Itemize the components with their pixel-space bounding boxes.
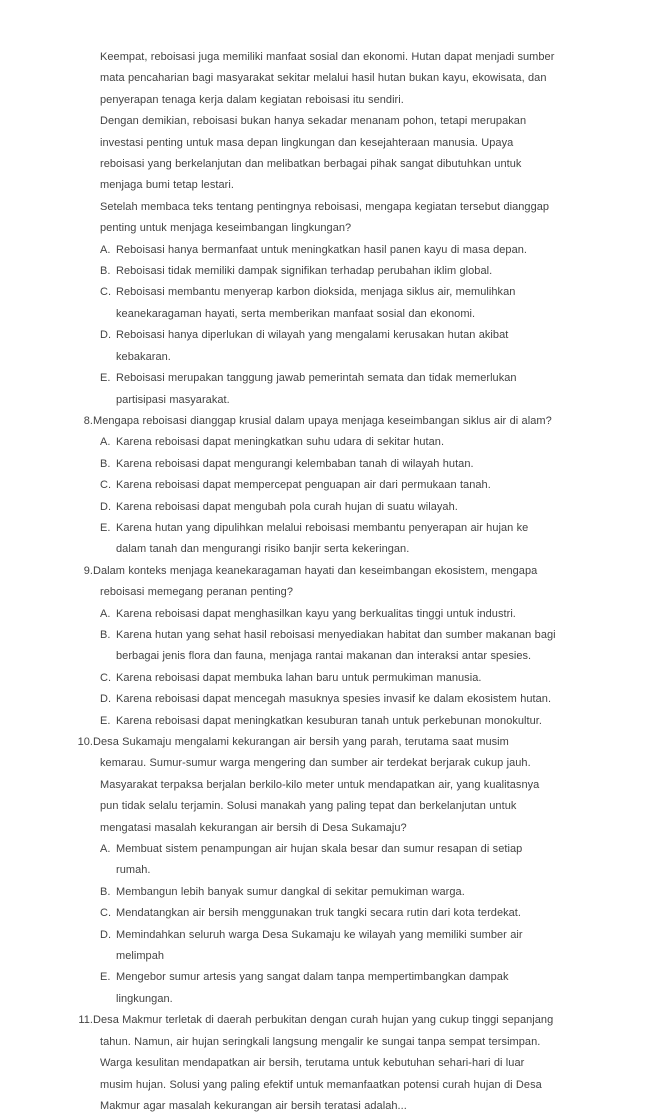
option-text: Mendatangkan air bersih menggunakan truk tangki secara rutin dari kota terdekat. bbox=[116, 907, 522, 920]
option-text: Reboisasi merupakan tanggung jawab pemerintah semata dan tidak memerlukan partisipasi masyarakat. bbox=[116, 372, 517, 406]
question-text: Desa Makmur terletak di daerah perbukitan dengan curah hujan yang cukup tinggi sepanjang tahun. Namun, air hujan seringkali langsung mengalir ke sungai tanpa sempat tersimpan. Warga kesulitan mendapatkan air bersih, terutama untuk kebutuhan sehari-hari di luar musim hujan. Solusi yang paling efektif untuk memanfaatkan potensi curah hujan di Desa Makmur agar masalah kekurangan air bersih teratasi adalah... bbox=[93, 1014, 554, 1112]
option-text: Karena reboisasi dapat menghasilkan kayu yang berkualitas tinggi untuk industri. bbox=[116, 607, 516, 620]
body-paragraph: Dengan demikian, reboisasi bukan hanya sekadar menanam pohon, tetapi merupakan investasi penting untuk masa depan lingkungan dan kesejahteraan manusia. Upaya reboisasi yang berkelanjutan dan melibatkan berbagai pihak sangat dibutuhkan untuk menjaga bumi tetap lestari. bbox=[100, 115, 527, 192]
answer-option[interactable] bbox=[100, 925, 557, 968]
option-text: Membangun lebih banyak sumur dangkal di sekitar pemukiman warga. bbox=[116, 885, 465, 898]
option-letter: C. bbox=[100, 907, 112, 920]
answer-option[interactable] bbox=[100, 368, 557, 411]
answer-option[interactable] bbox=[100, 497, 557, 518]
option-letter: C. bbox=[100, 671, 112, 684]
option-text: Reboisasi hanya diperlukan di wilayah yang mengalami kerusakan hutan akibat kebakaran. bbox=[116, 329, 509, 363]
option-letter: D. bbox=[100, 693, 112, 706]
answer-option[interactable] bbox=[100, 967, 557, 1010]
option-letter: E. bbox=[100, 971, 111, 984]
question-number: 8. bbox=[83, 414, 93, 427]
option-text: Reboisasi membantu menyerap karbon dioksida, menjaga siklus air, memulihkan keanekaragaman hayati, serta memberikan manfaat sosial dan ekonomi. bbox=[116, 286, 516, 320]
question-text: Desa Sukamaju mengalami kekurangan air bersih yang parah, terutama saat musim kemarau. Sumur-sumur warga mengering dan sumber air terdekat berjarak cukup jauh. Masyarakat terpaksa berjalan berkilo-kilo meter untuk mendapatkan air, yang kualitasnya pun tidak selalu terjamin. Solusi manakah yang paling tepat dan berkelanjutan untuk mengatasi masalah kekurangan air bersih di Desa Sukamaju? bbox=[93, 736, 540, 834]
option-text: Reboisasi tidak memiliki dampak signifikan terhadap perubahan iklim global. bbox=[116, 265, 493, 278]
answer-option[interactable] bbox=[100, 689, 557, 710]
answer-option[interactable] bbox=[100, 903, 557, 924]
option-text: Karena reboisasi dapat meningkatkan suhu udara di sekitar hutan. bbox=[116, 436, 445, 449]
option-letter: E. bbox=[100, 714, 111, 727]
body-paragraph: Setelah membaca teks tentang pentingnya reboisasi, mengapa kegiatan tersebut dianggap penting untuk menjaga keseimbangan lingkungan? bbox=[100, 200, 550, 235]
answer-option[interactable] bbox=[100, 454, 557, 475]
question-item bbox=[78, 1010, 557, 1117]
answer-option[interactable] bbox=[100, 282, 557, 325]
option-letter: B. bbox=[100, 628, 111, 641]
option-letter: B. bbox=[100, 885, 111, 898]
answer-option[interactable] bbox=[100, 261, 557, 282]
question-number: 9. bbox=[83, 564, 93, 577]
answer-option[interactable] bbox=[100, 668, 557, 689]
question-number: 11. bbox=[78, 1014, 93, 1027]
option-text: Karena hutan yang dipulihkan melalui reboisasi membantu penyerapan air hujan ke dalam tanah dan mengurangi risiko banjir serta kekeringan. bbox=[116, 521, 529, 556]
question-text: Mengapa reboisasi dianggap krusial dalam upaya menjaga keseimbangan siklus air di alam? bbox=[93, 414, 552, 427]
option-text: Karena hutan yang sehat hasil reboisasi menyediakan habitat dan sumber makanan bagi berbagai jenis flora dan fauna, menjaga rantai makanan dan interaksi antar spesies. bbox=[116, 628, 556, 663]
option-text: Karena reboisasi dapat mencegah masuknya spesies invasif ke dalam ekosistem hutan. bbox=[116, 693, 552, 706]
option-letter: E. bbox=[100, 521, 111, 534]
answer-option[interactable] bbox=[100, 839, 557, 882]
answer-option[interactable] bbox=[100, 240, 557, 261]
option-letter: C. bbox=[100, 286, 112, 299]
option-letter: A. bbox=[100, 436, 111, 449]
option-letter: D. bbox=[100, 329, 112, 342]
question-item bbox=[83, 411, 557, 432]
option-letter: A. bbox=[100, 607, 111, 620]
option-text: Karena reboisasi dapat mengubah pola curah hujan di suatu wilayah. bbox=[116, 500, 458, 513]
option-text: Karena reboisasi dapat mengurangi kelembaban tanah di wilayah hutan. bbox=[116, 457, 474, 470]
option-letter: E. bbox=[100, 372, 111, 385]
option-letter: D. bbox=[100, 500, 112, 513]
body-paragraph: Keempat, reboisasi juga memiliki manfaat sosial dan ekonomi. Hutan dapat menjadi sumber mata pencaharian bagi masyarakat sekitar melalui hasil hutan bukan kayu, ekowisata, dan penyerapan tenaga kerja dalam kegiatan reboisasi itu sendiri. bbox=[100, 51, 555, 106]
option-text: Membuat sistem penampungan air hujan skala besar dan sumur resapan di setiap rumah. bbox=[116, 843, 523, 877]
answer-option[interactable] bbox=[100, 604, 557, 625]
answer-option[interactable] bbox=[100, 325, 557, 368]
option-letter: D. bbox=[100, 928, 112, 941]
answer-option[interactable] bbox=[100, 882, 557, 903]
question-text: Dalam konteks menjaga keanekaragaman hayati dan keseimbangan ekosistem, mengapa reboisasi memegang peranan penting? bbox=[93, 564, 538, 599]
option-text: Mengebor sumur artesis yang sangat dalam tanpa mempertimbangkan dampak lingkungan. bbox=[116, 971, 509, 1005]
option-text: Karena reboisasi dapat membuka lahan baru untuk permukiman manusia. bbox=[116, 671, 482, 684]
question-item bbox=[83, 561, 557, 604]
answer-option[interactable] bbox=[100, 475, 557, 496]
option-letter: B. bbox=[100, 265, 111, 278]
answer-option[interactable] bbox=[100, 711, 557, 732]
option-text: Memindahkan seluruh warga Desa Sukamaju ke wilayah yang memiliki sumber air melimpah bbox=[116, 928, 523, 963]
option-text: Reboisasi hanya bermanfaat untuk meningkatkan hasil panen kayu di masa depan. bbox=[116, 243, 528, 256]
option-letter: C. bbox=[100, 479, 112, 492]
option-letter: B. bbox=[100, 457, 111, 470]
option-letter: A. bbox=[100, 843, 111, 856]
option-text: Karena reboisasi dapat mempercepat penguapan air dari permukaan tanah. bbox=[116, 479, 491, 492]
question-number: 10. bbox=[77, 736, 93, 748]
answer-option[interactable] bbox=[100, 518, 557, 561]
answer-option[interactable] bbox=[100, 625, 557, 668]
option-letter: A. bbox=[100, 243, 111, 256]
question-item bbox=[77, 732, 557, 839]
option-text: Karena reboisasi dapat meningkatkan kesuburan tanah untuk perkebunan monokultur. bbox=[116, 714, 543, 727]
answer-option[interactable] bbox=[100, 432, 557, 453]
